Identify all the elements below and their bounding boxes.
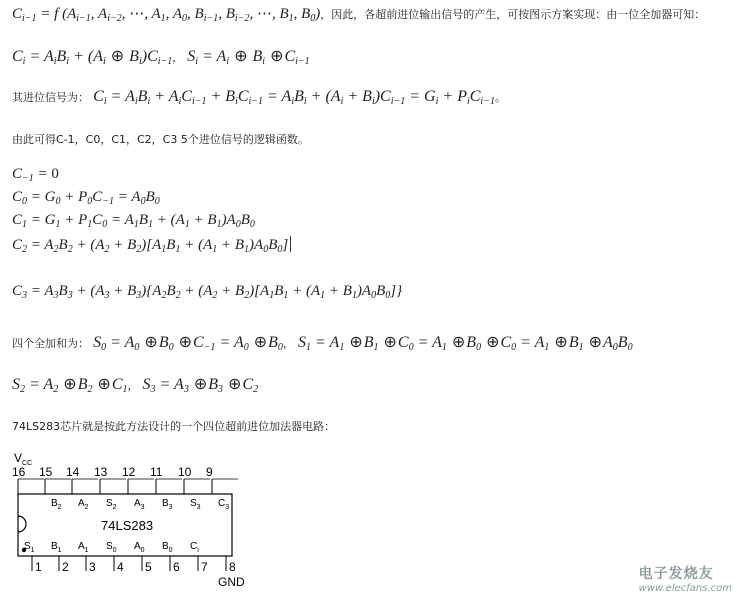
sum-line-2: $S_2 = A_2$ $\oplus B_2$ $\oplus C_1$， $S_3 = A_3$ $\oplus B_3$ $\oplus C_2$ (12, 376, 259, 395)
chip-name: 74LS283 (101, 518, 154, 533)
carry-eq-formula: $C_i = A_iB_i + A_iC_{i-1} + B_iC_{i-1} = A_iB_i + (A_i + B_i)C_{i-1} = G_i + P_iC_{i-1}$ (93, 88, 495, 107)
bottom-pin-number: 2 (62, 560, 69, 574)
watermark-en: www.elecfans.com (638, 583, 732, 594)
top-pin-number: 16 (12, 465, 26, 479)
bottom-pin-label: $A_1$ (78, 541, 89, 554)
gnd-label: GND (218, 575, 245, 589)
bottom-pin-number: 5 (145, 560, 152, 574)
chip-text: 74LS283芯片就是按此方法设计的一个四位超前进位加法器电路： (12, 420, 336, 433)
intro-line (12, 4, 705, 23)
bottom-pin-label: $S_1$ (24, 541, 35, 554)
vcc-label: $V_{CC}$ (14, 451, 33, 467)
bottom-pin-label: $A_0$ (134, 541, 145, 554)
sum-line-1: 四个全加和为： $S_0 = A_0$ $\oplus B_0$ $\oplus C_{-1} = A_0$ $\oplus B_0$， $S_1 = A_1$ $\oplus B_1$ $\oplus C_0 = A_1$ $\oplus B_0$ $\oplus C_0 = A_1$ $\oplus B_1$ $\oplus A_0B_0$ (12, 334, 633, 353)
bottom-pin-label: $B_1$ (51, 541, 62, 554)
top-pin-number: 15 (39, 465, 53, 479)
carry-eq-line: 其进位信号为： $C_i = A_iB_i + A_iC_{i-1} + B_iC_{i-1} = A_iB_i + (A_i + B_i)C_{i-1} = G_i + P_iC_{i-1}$。 (12, 88, 506, 107)
top-pin-number: 13 (94, 465, 108, 479)
top-pin-label: $A_3$ (134, 498, 145, 511)
full-adder-eq: $C_i = A_iB_i + (A_i$ ⊕ $B_i)C_{i-1}$， $S_i = A_i$ ⊕ $B_i$ $\oplus C_{i-1}$ (12, 48, 310, 67)
bottom-pin-label: $C_i$ (190, 541, 199, 554)
watermark-cn: 电子发烧友 (638, 566, 714, 582)
top-pin-label: $B_2$ (51, 498, 62, 511)
bottom-pin-number: 8 (229, 560, 236, 574)
top-pin-number: 10 (178, 465, 192, 479)
bottom-pin-number: 7 (201, 560, 208, 574)
carry-eq-label: 其进位信号为： (12, 91, 89, 104)
top-pin-number: 9 (206, 465, 213, 479)
top-pin-label: $S_3$ (190, 498, 201, 511)
watermark (639, 563, 732, 594)
top-pin-label: $C_3$ (218, 498, 230, 511)
top-pin-label: $B_3$ (162, 498, 173, 511)
top-pin-label: $A_2$ (78, 498, 89, 511)
carry-c2: $C_2 = A_2B_2 + (A_2 + B_2)[A_1B_1 + (A_1 + B_1)A_0B_0]$ (12, 236, 291, 254)
bottom-pin-number: 3 (89, 560, 96, 574)
carry-c1: $C_1 = G_1 + P_1C_0 = A_1B_1 + (A_1 + B_1)A_0B_0$ (12, 212, 255, 230)
bottom-pin-label: $S_0$ (106, 541, 117, 554)
carry-c0: $C_0 = G_0 + P_0C_{-1} = A_0B_0$ (12, 189, 160, 207)
bottom-pin-number: 4 (117, 560, 124, 574)
text-cursor (290, 236, 291, 252)
sum-label: 四个全加和为： (12, 337, 89, 350)
top-pin-number: 12 (122, 465, 136, 479)
top-pin-number: 14 (66, 465, 80, 479)
intro-text: ，因此，各超前进位输出信号的产生，可按图示方案实现：由一位全加器可知： (320, 8, 706, 21)
formula-ci-function: $C_{i-1} = f$ ($A_{i-1}$, $A_{i-2}$, ⋯, $A_1$, $A_0$, $B_{i-1}$, $B_{i-2}$, ⋯, $B_1$, $B_0$) (12, 6, 321, 24)
bottom-pin-label: $B_0$ (162, 541, 173, 554)
top-pin-number: 11 (150, 465, 163, 479)
carry-c3: $C_3 = A_3B_3 + (A_3 + B_3)\{A_2B_2 + (A_2 + B_2)[A_1B_1 + (A_1 + B_1)A_0B_0]\}$ (12, 283, 403, 301)
carry-c-1: $C_{-1} = 0$ (12, 166, 59, 184)
top-pin-label: $S_2$ (106, 498, 117, 511)
derive-text: 由此可得C-1，C0，C1，C2，C3 5个进位信号的逻辑函数。 (12, 133, 309, 146)
bottom-pin-number: 6 (173, 560, 180, 574)
bottom-pin-number: 1 (35, 560, 42, 574)
chip-74ls283-diagram (6, 446, 256, 591)
